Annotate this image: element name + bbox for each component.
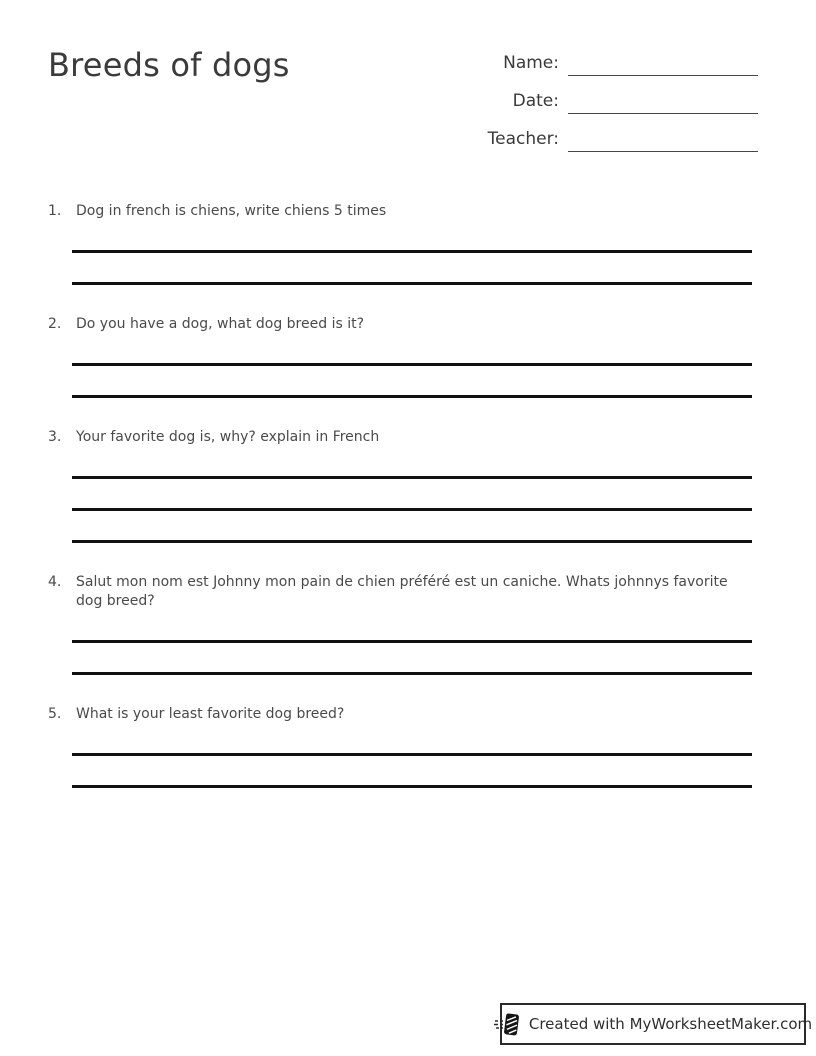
answer-line xyxy=(72,282,752,285)
question-number: 5. xyxy=(48,706,62,722)
footer-credit-text: Created with MyWorksheetMaker.com xyxy=(528,1015,813,1033)
name-field-row xyxy=(438,48,768,76)
question-text: Salut mon nom est Johnny mon pain de chien préféré est un caniche. Whats johnnys favorite dog breed? xyxy=(76,574,728,609)
date-label: Date: xyxy=(512,91,559,111)
answer-line xyxy=(72,753,752,756)
answer-line xyxy=(72,672,752,675)
question-number: 3. xyxy=(48,429,62,445)
teacher-label: Teacher: xyxy=(487,129,559,149)
question-5 xyxy=(48,705,754,788)
question-number: 2. xyxy=(48,316,62,332)
question-text: What is your least favorite dog breed? xyxy=(76,706,345,722)
question-text: Dog in french is chiens, write chiens 5 times xyxy=(76,203,387,219)
questions-list xyxy=(48,202,754,818)
worksheet-title: Breeds of dogs xyxy=(48,46,290,84)
myworksheetmaker-logo-icon xyxy=(494,1012,521,1037)
answer-line xyxy=(72,640,752,643)
answer-line xyxy=(72,540,752,543)
answer-line xyxy=(72,395,752,398)
name-label: Name: xyxy=(503,53,559,73)
answer-line xyxy=(72,785,752,788)
question-text: Do you have a dog, what dog breed is it? xyxy=(76,316,365,332)
question-number: 1. xyxy=(48,203,62,219)
answer-line xyxy=(72,250,752,253)
answer-line xyxy=(72,476,752,479)
teacher-blank-line xyxy=(568,126,758,152)
footer-credit-badge xyxy=(500,1003,813,1045)
date-blank-line xyxy=(568,88,758,114)
question-3 xyxy=(48,428,754,543)
answer-line xyxy=(72,508,752,511)
question-number: 4. xyxy=(48,574,62,590)
name-blank-line xyxy=(568,50,758,76)
answer-line xyxy=(72,363,752,366)
date-field-row xyxy=(438,86,768,114)
question-4 xyxy=(48,573,754,675)
teacher-field-row xyxy=(438,124,768,152)
question-2 xyxy=(48,315,754,398)
question-text: Your favorite dog is, why? explain in French xyxy=(76,429,380,445)
header-fields xyxy=(438,48,768,162)
question-1 xyxy=(48,202,754,285)
